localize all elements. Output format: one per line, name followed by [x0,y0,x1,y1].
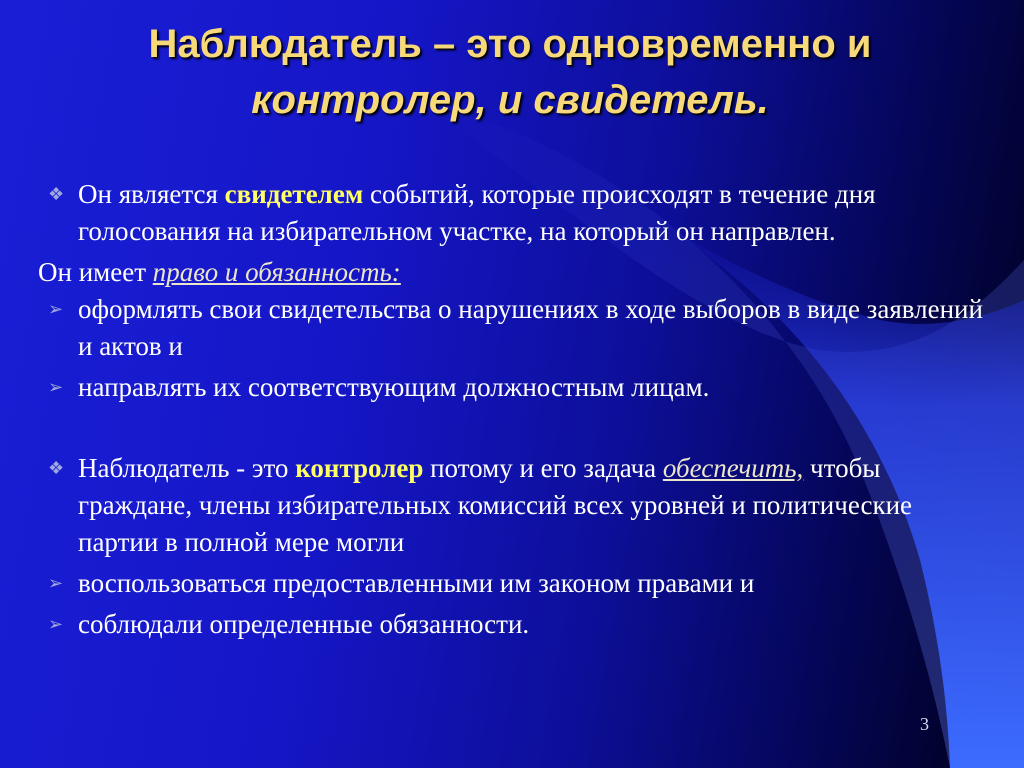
text-segment: воспользоваться предоставленными им законом правами и [78,568,755,598]
text-segment: направлять их соответствующим должностным лицам. [78,372,710,402]
page-number: 3 [920,714,929,734]
bullet-item-witness [38,176,998,250]
underlined-rights: право и обязанность: [152,257,401,287]
sub-item-use-rights [38,565,998,602]
title-line-1: Наблюдатель – это одновременно и [148,22,872,66]
arrow-bullet-icon: ➢ [48,299,64,319]
text-segment: Он является [78,179,225,209]
plain-line-rights [38,254,998,291]
bullet-item-controller [38,450,998,561]
text-segment: оформлять свои свидетельства о нарушениях в ходе выборов в виде заявлений и актов и [78,294,983,361]
text-segment: событий, которые происходят в течение дня голосования на избирательном участке, на который он направлен. [78,179,876,246]
text-segment: чтобы граждане, члены избирательных комиссий всех уровней и политические партии в полной мере могли [78,453,913,557]
text-segment: Он имеет [38,257,153,287]
sub-item-duties [38,606,998,643]
text-segment: Наблюдатель - это [78,453,296,483]
highlight-witness: свидетелем [224,179,364,209]
underlined-ensure: обеспечить, [662,453,804,483]
sub-item-send [38,369,998,406]
title-line-2: контролер, и свидетель. [251,78,769,122]
arrow-bullet-icon: ➢ [48,573,64,593]
highlight-controller: контролер [295,453,424,483]
text-segment: соблюдали определенные обязанности. [78,609,530,639]
diamond-bullet-icon: ❖ [48,184,65,204]
sub-item-document [38,291,998,365]
diamond-bullet-icon: ❖ [48,458,65,478]
slide-body [38,176,998,643]
arrow-bullet-icon: ➢ [48,614,64,634]
text-segment: потому и его задача [423,453,663,483]
arrow-bullet-icon: ➢ [48,377,64,397]
slide-title [60,16,960,128]
